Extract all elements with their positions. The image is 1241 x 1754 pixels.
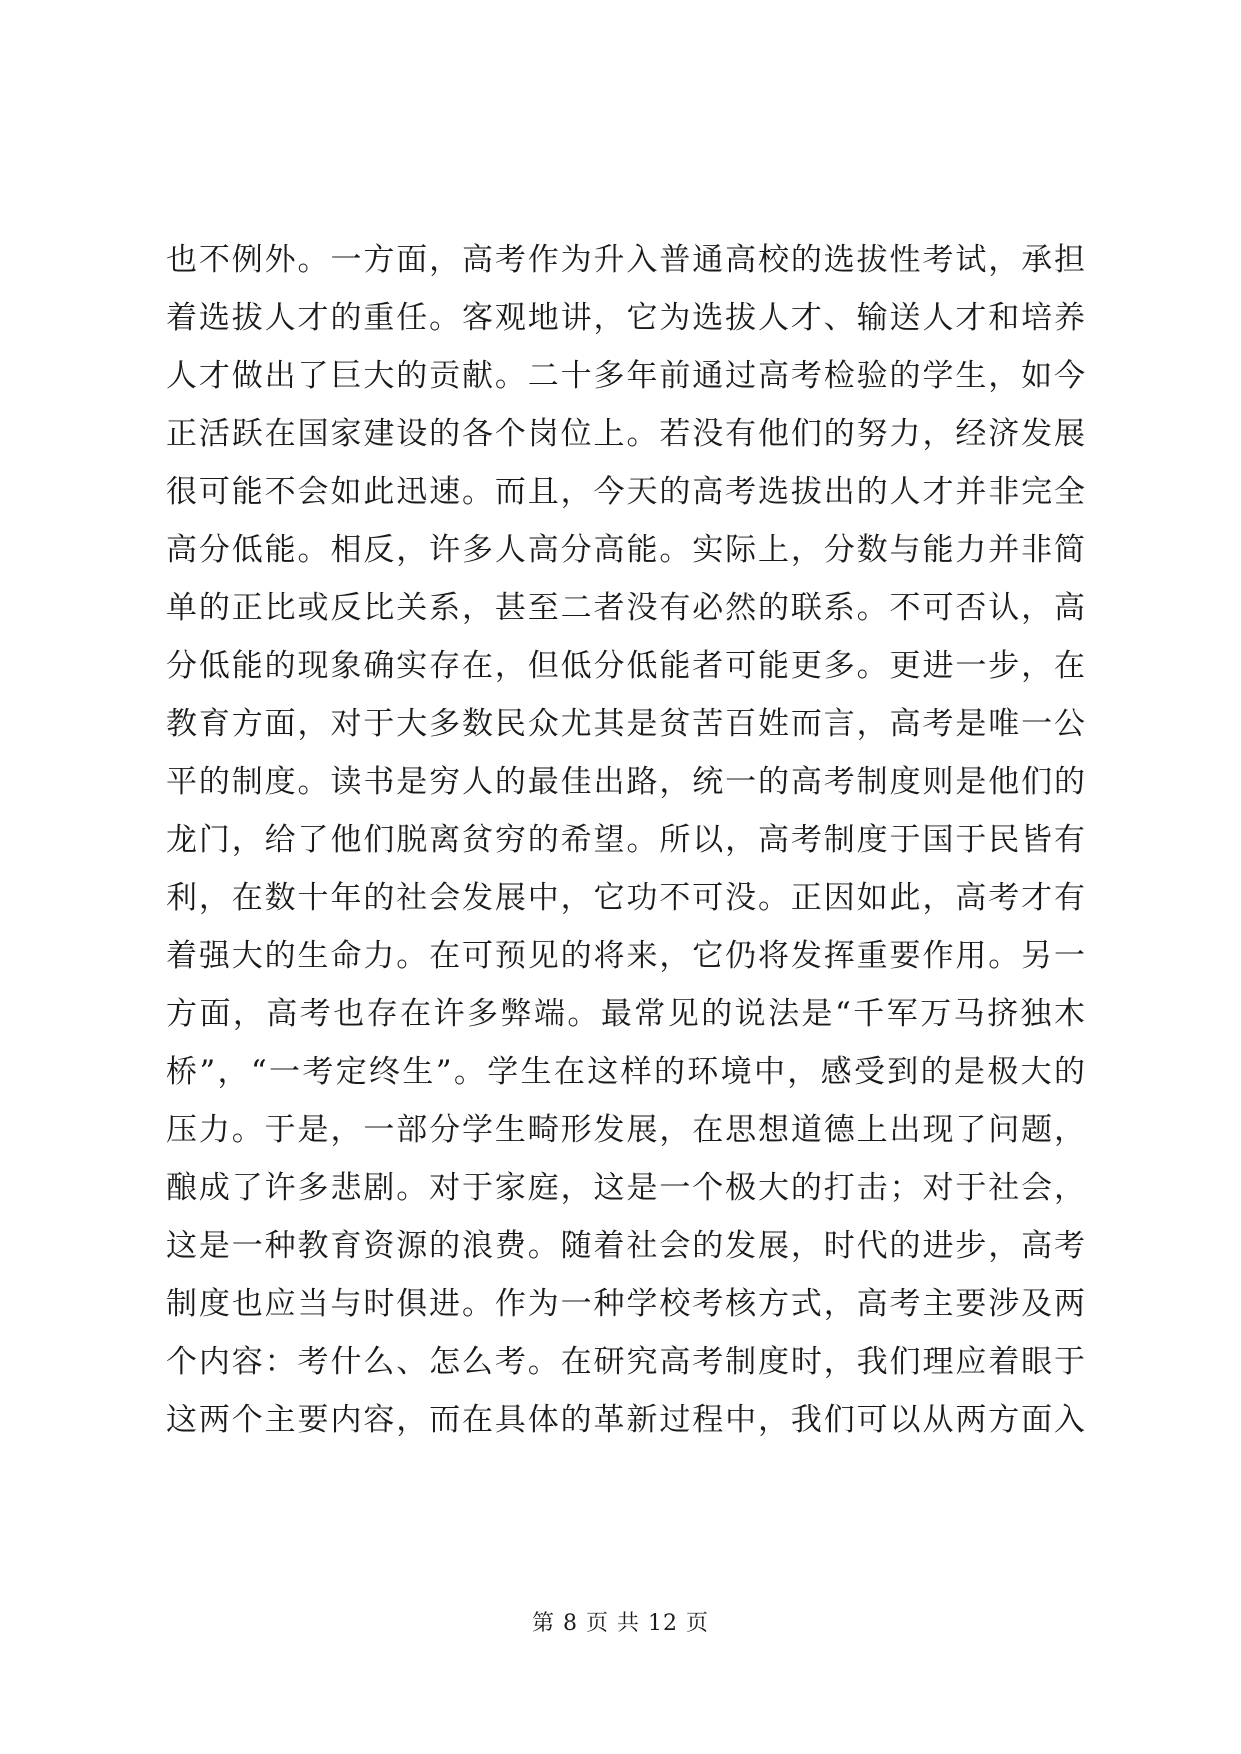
text-line: 平的制度。读书是穷人的最佳出路，统一的高考制度则是他们的: [166, 764, 1086, 800]
text-line: 桥”，“一考定终生”。学生在这样的环境中，感受到的是极大的: [166, 1054, 1086, 1090]
text-line: 利，在数十年的社会发展中，它功不可没。正因如此，高考才有: [166, 880, 1086, 916]
text-line: 着强大的生命力。在可预见的将来，它仍将发挥重要作用。另一: [166, 938, 1086, 974]
text-line: 压力。于是，一部分学生畸形发展，在思想道德上出现了问题，: [166, 1112, 1086, 1148]
body-text: [166, 231, 1086, 1449]
text-line: 正活跃在国家建设的各个岗位上。若没有他们的努力，经济发展: [166, 416, 1086, 452]
text-line: 这是一种教育资源的浪费。随着社会的发展，时代的进步，高考: [166, 1228, 1086, 1264]
text-line: 教育方面，对于大多数民众尤其是贫苦百姓而言，高考是唯一公: [166, 706, 1086, 742]
text-line: 制度也应当与时俱进。作为一种学校考核方式，高考主要涉及两: [166, 1286, 1086, 1322]
text-line: 很可能不会如此迅速。而且，今天的高考选拔出的人才并非完全: [166, 474, 1086, 510]
page-number-footer: 第 8 页 共 12 页: [532, 1611, 709, 1636]
text-line: 高分低能。相反，许多人高分高能。实际上，分数与能力并非简: [166, 532, 1086, 568]
text-line: 人才做出了巨大的贡献。二十多年前通过高考检验的学生，如今: [166, 358, 1086, 394]
text-line: 个内容：考什么、怎么考。在研究高考制度时，我们理应着眼于: [166, 1344, 1086, 1380]
text-line: 酿成了许多悲剧。对于家庭，这是一个极大的打击；对于社会，: [166, 1170, 1086, 1206]
text-line: 龙门，给了他们脱离贫穷的希望。所以，高考制度于国于民皆有: [166, 822, 1086, 858]
text-line: 这两个主要内容，而在具体的革新过程中，我们可以从两方面入: [166, 1402, 1086, 1438]
text-line: 单的正比或反比关系，甚至二者没有必然的联系。不可否认，高: [166, 590, 1086, 626]
text-line: 着选拔人才的重任。客观地讲，它为选拔人才、输送人才和培养: [166, 300, 1086, 336]
text-line: 分低能的现象确实存在，但低分低能者可能更多。更进一步，在: [166, 648, 1086, 684]
text-line: 方面，高考也存在许多弊端。最常见的说法是“千军万马挤独木: [166, 996, 1086, 1032]
text-line: 也不例外。一方面，高考作为升入普通高校的选拔性考试，承担: [166, 242, 1086, 278]
